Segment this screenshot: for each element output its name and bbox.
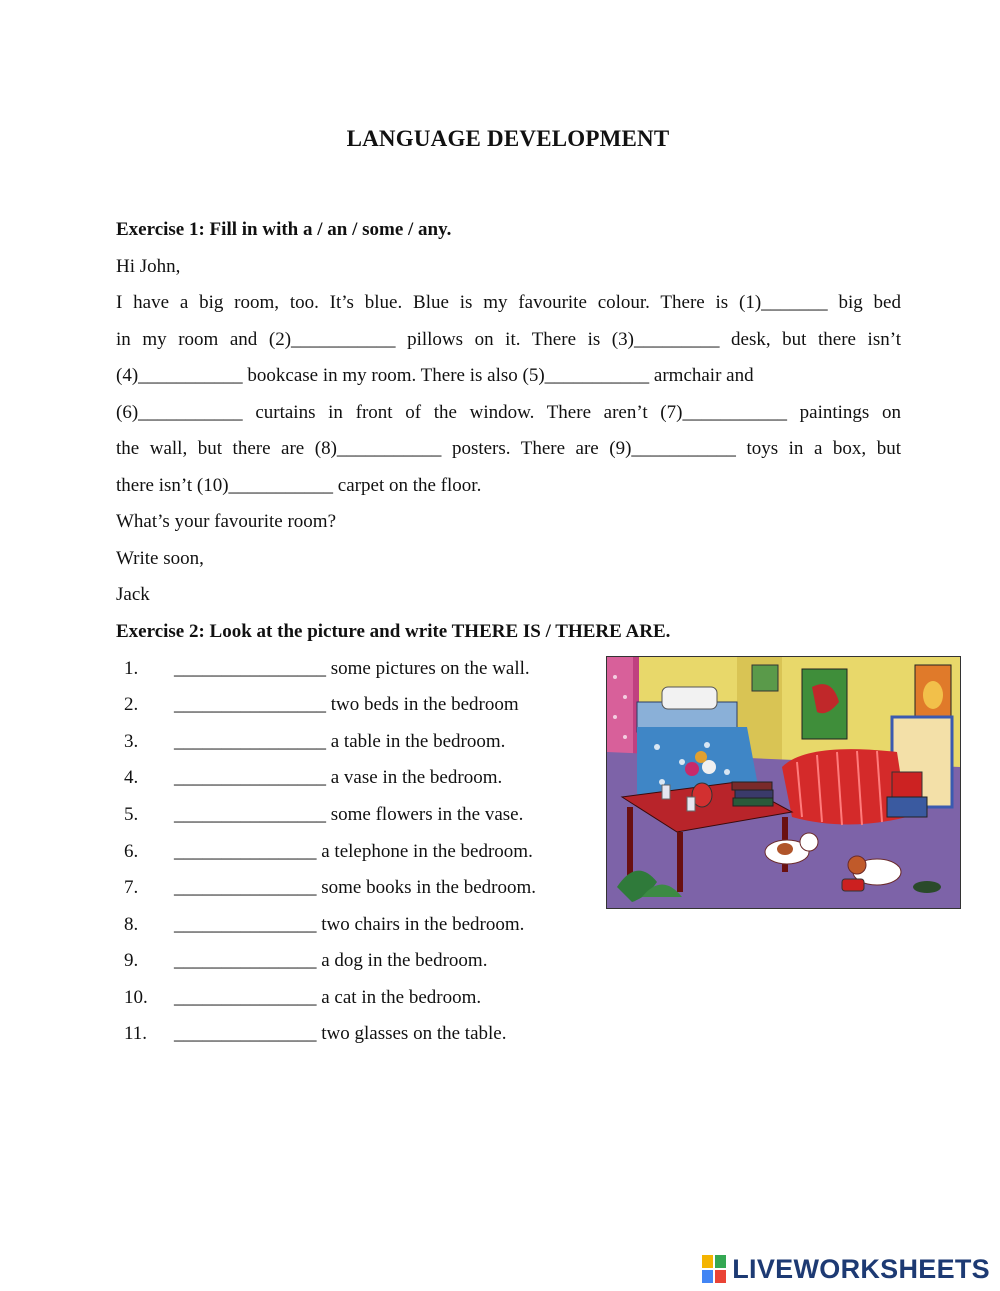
- list-item[interactable]: _______________ two glasses on the table.: [174, 1023, 507, 1044]
- letter-line-6: there isn’t (10)___________ carpet on the floor.: [116, 475, 482, 496]
- list-item[interactable]: ________________ some flowers in the vase.: [174, 804, 524, 825]
- letter-line-2: in my room and (2)___________ pillows on it. There is (3)_________ desk, but there isn’t: [116, 329, 901, 350]
- list-item[interactable]: ________________ two beds in the bedroom: [174, 694, 519, 715]
- item-number: 5.: [124, 804, 139, 825]
- bedroom-illustration: [607, 657, 960, 908]
- list-item[interactable]: ________________ some pictures on the wall.: [174, 658, 530, 679]
- bedroom-picture: [606, 656, 961, 909]
- footer-brand: [702, 1252, 990, 1286]
- liveworksheets-logo-icon: [702, 1255, 728, 1283]
- letter-line-1: I have a big room, too. It’s blue. Blue is my favourite colour. There is (1)_______ big bed: [116, 292, 901, 313]
- letter-signature: Jack: [116, 584, 150, 605]
- letter-line-5: the wall, but there are (8)___________ posters. There are (9)___________ toys in a box, but: [116, 438, 901, 459]
- letter-line-3: (4)___________ bookcase in my room. There is also (5)___________ armchair and: [116, 365, 754, 386]
- list-item[interactable]: _______________ a dog in the bedroom.: [174, 950, 488, 971]
- list-item[interactable]: _______________ a cat in the bedroom.: [174, 987, 482, 1008]
- letter-line-4: (6)___________ curtains in front of the window. There aren’t (7)___________ paintings on: [116, 402, 901, 423]
- item-number: 6.: [124, 841, 139, 862]
- item-number: 4.: [124, 767, 139, 788]
- letter-greeting: Hi John,: [116, 256, 181, 277]
- list-item[interactable]: _______________ some books in the bedroom.: [174, 877, 537, 898]
- liveworksheets-brand: LIVEWORKSHEETS: [732, 1253, 990, 1284]
- page-title: LANGUAGE DEVELOPMENT: [346, 126, 670, 151]
- item-number: 8.: [124, 914, 139, 935]
- item-number: 11.: [124, 1023, 148, 1044]
- exercise2-heading: Exercise 2: Look at the picture and write THERE IS / THERE ARE.: [116, 621, 671, 642]
- list-item[interactable]: _______________ a telephone in the bedroom.: [174, 841, 533, 862]
- item-number: 7.: [124, 877, 139, 898]
- letter-question: What’s your favourite room?: [116, 511, 337, 532]
- item-number: 3.: [124, 731, 139, 752]
- item-number: 9.: [124, 950, 139, 971]
- item-number: 2.: [124, 694, 139, 715]
- item-number: 1.: [124, 658, 139, 679]
- letter-closing: Write soon,: [116, 548, 204, 569]
- item-number: 10.: [124, 987, 148, 1008]
- exercise1-heading: Exercise 1: Fill in with a / an / some / any.: [116, 219, 452, 240]
- list-item[interactable]: _______________ two chairs in the bedroom.: [174, 914, 525, 935]
- list-item[interactable]: ________________ a vase in the bedroom.: [174, 767, 503, 788]
- list-item[interactable]: ________________ a table in the bedroom.: [174, 731, 506, 752]
